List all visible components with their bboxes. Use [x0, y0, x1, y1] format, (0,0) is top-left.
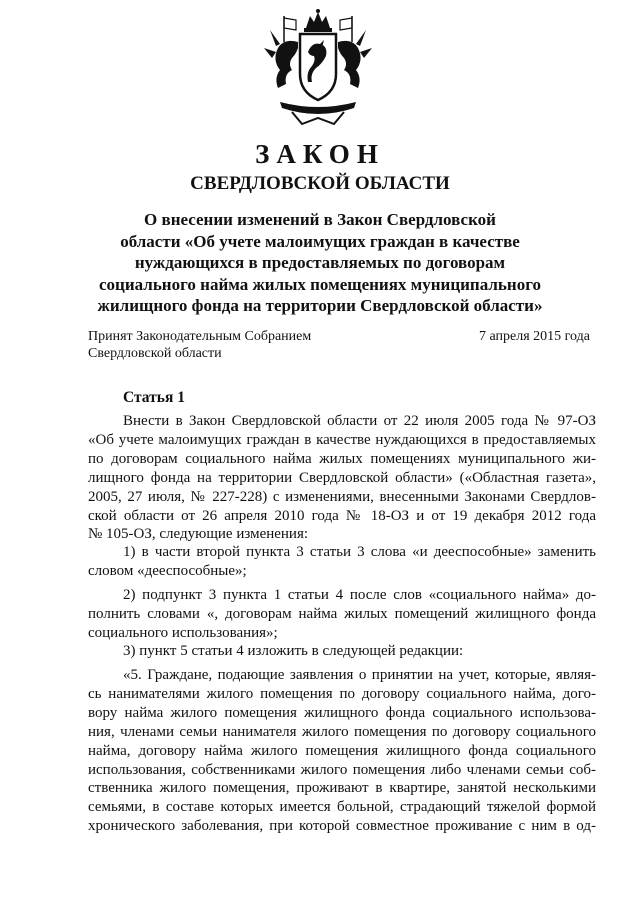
coat-of-arms-emblem — [262, 8, 374, 128]
paragraph-line: найма, договору найма жилого помещения жилищного фонда социального — [88, 742, 596, 759]
paragraph-line: по договорам социального найма жилых помещениях муниципального жи- — [88, 450, 596, 467]
paragraph-line: сь нанимателями жилого помещения по договору социального найма, дого- — [88, 685, 596, 702]
article-paragraph — [88, 666, 596, 836]
paragraph-line: ственника жилого помещения, проживают в квартире, занятой несколькими — [88, 780, 596, 797]
law-heading: ЗАКОН — [255, 139, 385, 169]
paragraph-line: 3) пункт 5 статьи 4 изложить в следующей редакции: — [123, 643, 464, 659]
paragraph-line: Внести в Закон Свердловской области от 22 июля 2005 года № 97-ОЗ — [123, 413, 596, 429]
paragraph-line: хронического заболевания, при которой совместное проживание с ним в од- — [88, 818, 596, 835]
adopted-by-line: Свердловской области — [88, 346, 222, 361]
paragraph-line: 2005, 27 июля, № 227-228) с изменениями, внесенными Законами Свердлов- — [88, 488, 596, 505]
paragraph-line: ской области от 26 апреля 2010 года № 18-ОЗ и от 19 декабря 2012 года — [88, 507, 596, 524]
article-paragraph — [88, 412, 596, 544]
adoption-date: 7 апреля 2015 года — [479, 329, 590, 344]
paragraph-line: № 105-ОЗ, следующие изменения: — [88, 526, 309, 543]
paragraph-line: лищного фонда на территории Свердловской области» («Областная газета», — [88, 469, 596, 486]
paragraph-line: 2) подпункт 3 пункта 1 статьи 4 после слов «социального найма» до- — [123, 587, 596, 603]
article-heading: Статья 1 — [123, 389, 185, 406]
paragraph-line: использования, собственниками жилого помещения либо членами семьи соб- — [88, 761, 596, 778]
paragraph-line: семьями, в составе которых имеется больной, страдающий тяжелой формой — [88, 799, 596, 816]
law-title-line: социального найма жилых помещениях муниципального — [99, 274, 541, 294]
adopted-by — [88, 328, 311, 362]
article-paragraph — [88, 586, 596, 643]
paragraph-line: ния, членами семьи нанимателя жилого помещения по договору социального — [88, 723, 596, 740]
paragraph-line: «5. Граждане, подающие заявления о принятии на учет, которые, являя- — [123, 667, 596, 683]
paragraph-line: социального использования»; — [88, 624, 278, 641]
paragraph-line: словом «дееспособные»; — [88, 562, 247, 579]
law-title — [60, 209, 580, 317]
law-title-line: нуждающихся в предоставляемых по договорам — [134, 253, 506, 272]
paragraph-line: вору найма жилого помещения жилищного фонда социального использова- — [88, 704, 596, 721]
article-paragraph — [88, 642, 596, 661]
law-title-line: жилищного фонда на территории Свердловской области» — [97, 296, 543, 315]
paragraph-line: «Об учете малоимущих граждан в качестве нуждающихся в предоставляемых — [88, 431, 596, 448]
law-title-line: области «Об учете малоимущих граждан в качестве — [120, 231, 520, 251]
region-heading: СВЕРДЛОВСКОЙ ОБЛАСТИ — [190, 173, 450, 194]
paragraph-line: полнить словами «, договорам найма жилых помещений жилищного фонда — [88, 605, 596, 622]
law-title-line: О внесении изменений в Закон Свердловской — [144, 210, 496, 229]
paragraph-line: 1) в части второй пункта 3 статьи 3 слова «и дееспособные» заменить — [123, 544, 596, 560]
adopted-by-line: Принят Законодательным Собранием — [88, 329, 312, 344]
article-paragraph — [88, 543, 596, 581]
